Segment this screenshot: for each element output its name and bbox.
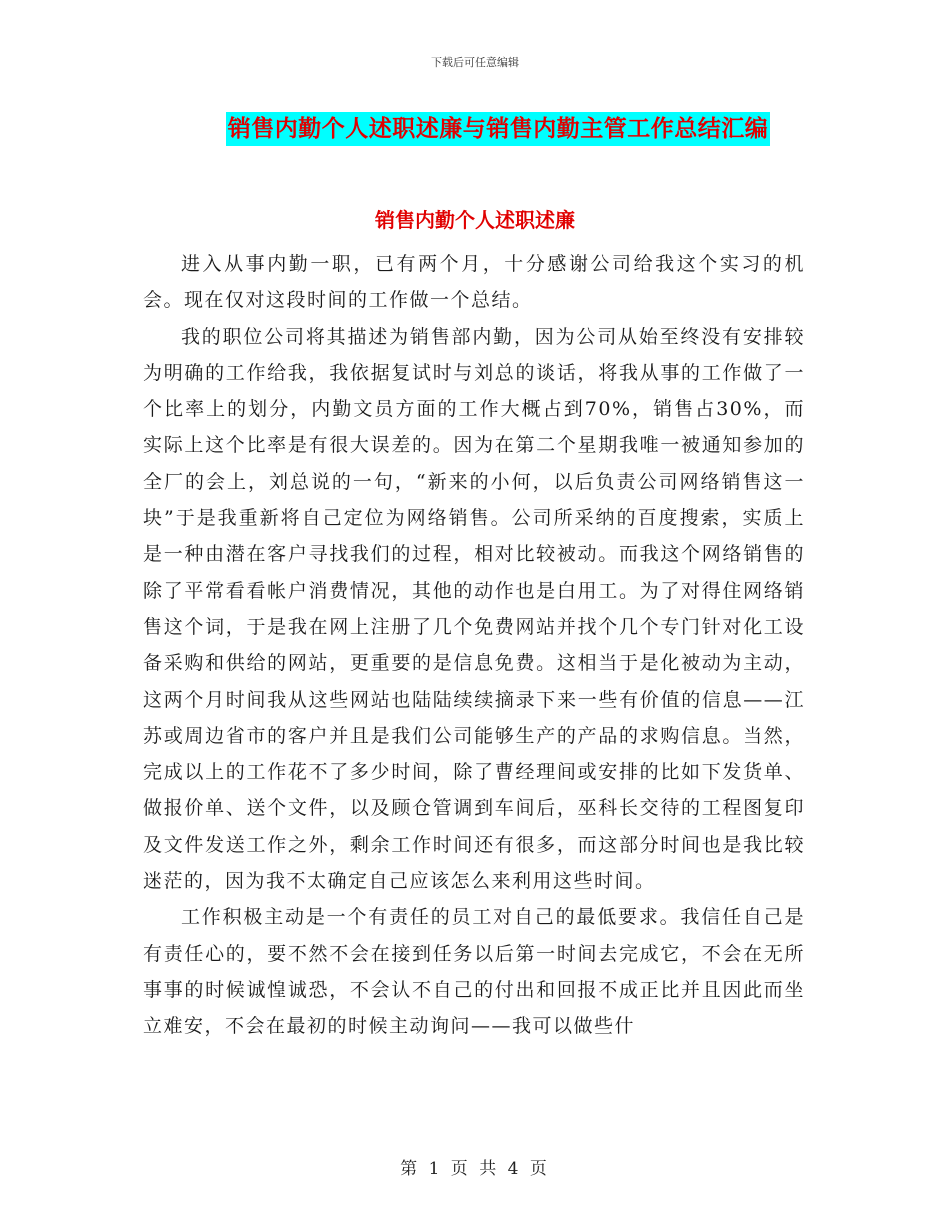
header-note: 下载后可任意编辑 bbox=[431, 56, 519, 69]
paragraph-2: 我的职位公司将其描述为销售部内勤，因为公司从始至终没有安排较为明确的工作给我，我依据复试时与刘总的谈话，将我从事的工作做了一个比率上的划分，内勤文员方面的工作大概占到70%，销售占30%，而实际上这个比率是有很大误差的。因为在第二个星期我唯一被通知参加的全厂的会上，刘总说的一句，“新来的小何，以后负责公司网络销售这一块”于是我重新将自己定位为网络销售。公司所采纳的百度搜索，实质上是一种由潜在客户寻找我们的过程，相对比较被动。而我这个网络销售的除了平常看看帐户消费情况，其他的动作也是白用工。为了对得住网络销售这个词，于是我在网上注册了几个免费网站并找个几个专门针对化工设备采购和供给的网站，更重要的是信息免费。这相当于是化被动为主动，这两个月时间我从这些网站也陆陆续续摘录下来一些有价值的信息——江苏或周边省市的客户并且是我们公司能够生产的产品的求购信息。当然，完成以上的工作花不了多少时间，除了曹经理间或安排的比如下发货单、做报价单、送个文件，以及顾仓管调到车间后，巫科长交待的工程图复印及文件发送工作之外，剩余工作时间还有很多，而这部分时间也是我比较迷茫的，因为我不太确定自己应该怎么来利用这些时间。 bbox=[143, 325, 805, 893]
main-title: 销售内勤个人述职述廉与销售内勤主管工作总结汇编 bbox=[226, 112, 771, 146]
paragraph-3: 工作积极主动是一个有责任的员工对自己的最低要求。我信任自己是有责任心的，要不然不会在接到任务以后第一时间去完成它，不会在无所事事的时候诚惶诚恐，不会认不自己的付出和回报不成正比并且因此而坐立难安，不会在最初的时候主动询问——我可以做些什 bbox=[143, 906, 805, 1038]
section-title: 销售内勤个人述职述廉 bbox=[375, 208, 575, 232]
page-footer: 第 1 页 共 4 页 bbox=[400, 1159, 550, 1179]
main-title-container bbox=[0, 112, 950, 146]
paragraph-1: 进入从事内勤一职，已有两个月，十分感谢公司给我这个实习的机会。现在仅对这段时间的工作做一个总结。 bbox=[143, 253, 805, 312]
body-text bbox=[143, 246, 805, 1045]
